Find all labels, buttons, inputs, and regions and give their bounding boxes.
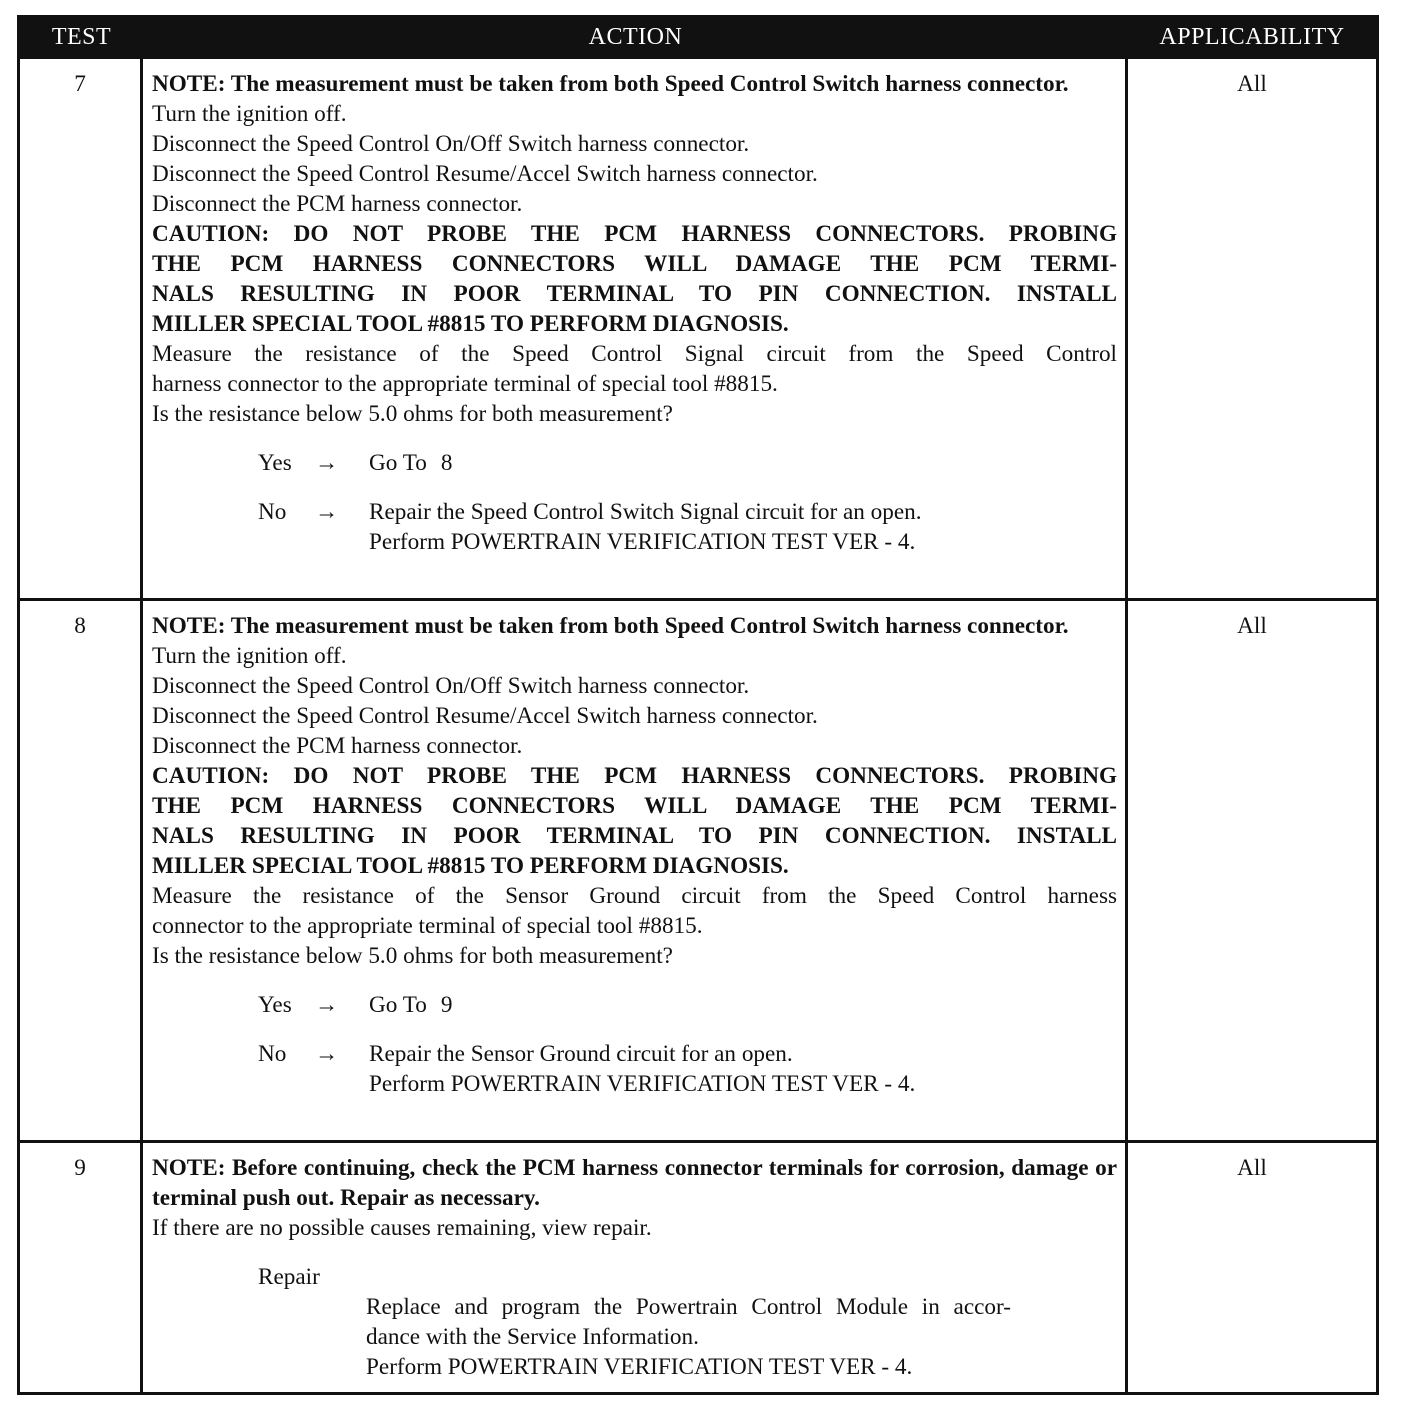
action-cell (143, 1143, 1128, 1392)
arrow-right-icon: → (315, 499, 339, 525)
repair-line: dance with the Service Information. (366, 1324, 699, 1350)
outcome-no (258, 497, 1117, 557)
repair-label: Repair (258, 1264, 320, 1290)
outcomes (152, 990, 1117, 1099)
outcome-text: Repair the Sensor Ground circuit for an open. (369, 1041, 793, 1067)
table-header (20, 18, 1376, 56)
test-number: 8 (20, 601, 143, 1140)
step-text: Disconnect the Speed Control On/Off Switch harness connector. (152, 673, 750, 699)
outcomes (152, 448, 1117, 557)
diagnostic-test-table (17, 15, 1379, 1395)
test-number: 9 (20, 1143, 143, 1392)
arrow-right-icon: → (315, 1041, 339, 1067)
outcome-label: Yes (258, 450, 292, 476)
table-row (20, 598, 1376, 1140)
header-applicability: APPLICABILITY (1159, 23, 1345, 50)
intro-text: If there are no possible causes remaining, view repair. (152, 1215, 652, 1241)
applicability-value: All (1237, 1155, 1267, 1181)
outcome-text: Repair the Speed Control Switch Signal circuit for an open. (369, 499, 922, 525)
goto-text: Go To (369, 450, 427, 476)
question-text: Is the resistance below 5.0 ohms for both measurement? (152, 401, 673, 427)
step-text: Disconnect the Speed Control Resume/Accel Switch harness connector. (152, 703, 818, 729)
outcome-label: Yes (258, 992, 292, 1018)
step-text: Disconnect the Speed Control Resume/Accel Switch harness connector. (152, 161, 818, 187)
caution-line: THE PCM HARNESS CONNECTORS WILL DAMAGE THE PCM TERMI- (152, 251, 1117, 277)
applicability-value: All (1237, 613, 1267, 639)
goto-link[interactable]: 8 (440, 450, 453, 476)
caution-line: THE PCM HARNESS CONNECTORS WILL DAMAGE THE PCM TERMI- (152, 793, 1117, 819)
note-text: NOTE: Before continuing, check the PCM harness connector terminals for corrosion, damage or terminal push out. Repair as necessary. (152, 1155, 1117, 1211)
caution-line: CAUTION: DO NOT PROBE THE PCM HARNESS CONNECTORS. PROBING (152, 763, 1117, 789)
outcome-yes (258, 990, 1117, 1020)
test-number: 7 (20, 59, 143, 598)
caution-line: MILLER SPECIAL TOOL #8815 TO PERFORM DIAGNOSIS. (152, 853, 789, 879)
caution-line: MILLER SPECIAL TOOL #8815 TO PERFORM DIAGNOSIS. (152, 311, 789, 337)
step-text: Disconnect the PCM harness connector. (152, 191, 523, 217)
measure-line: harness connector to the appropriate terminal of special tool #8815. (152, 371, 778, 397)
note-text: NOTE: The measurement must be taken from both Speed Control Switch harness connector. (152, 613, 1069, 639)
caution-line: CAUTION: DO NOT PROBE THE PCM HARNESS CONNECTORS. PROBING (152, 221, 1117, 247)
repair-line: Replace and program the Powertrain Control Module in accor- (366, 1294, 1011, 1320)
table-row (20, 56, 1376, 598)
measure-line: Measure the resistance of the Sensor Ground circuit from the Speed Control harness (152, 883, 1117, 909)
outcome-yes (258, 448, 1117, 478)
arrow-right-icon: → (315, 992, 339, 1018)
step-text: Turn the ignition off. (152, 643, 347, 669)
outcome-label: No (258, 1041, 287, 1067)
step-text: Disconnect the PCM harness connector. (152, 733, 523, 759)
measure-line: connector to the appropriate terminal of special tool #8815. (152, 913, 703, 939)
caution-line: NALS RESULTING IN POOR TERMINAL TO PIN CONNECTION. INSTALL (152, 823, 1117, 849)
goto-text: Go To (369, 992, 427, 1018)
goto-link[interactable]: 9 (440, 992, 453, 1018)
measure-line: Measure the resistance of the Speed Control Signal circuit from the Speed Control (152, 341, 1117, 367)
applicability-value: All (1237, 71, 1267, 97)
outcome-no (258, 1039, 1117, 1099)
table-row (20, 1140, 1376, 1392)
outcome-text: Perform POWERTRAIN VERIFICATION TEST VER - 4. (369, 529, 916, 555)
repair-block (152, 1262, 1117, 1382)
repair-line: Perform POWERTRAIN VERIFICATION TEST VER - 4. (366, 1354, 913, 1380)
outcome-label: No (258, 499, 287, 525)
arrow-right-icon: → (315, 450, 339, 476)
header-test: TEST (51, 23, 112, 50)
repair-body (258, 1292, 1011, 1382)
step-text: Disconnect the Speed Control On/Off Switch harness connector. (152, 131, 750, 157)
question-text: Is the resistance below 5.0 ohms for both measurement? (152, 943, 673, 969)
caution-line: NALS RESULTING IN POOR TERMINAL TO PIN CONNECTION. INSTALL (152, 281, 1117, 307)
step-text: Turn the ignition off. (152, 101, 347, 127)
action-cell (143, 601, 1128, 1140)
header-action: ACTION (588, 23, 683, 50)
note-text: NOTE: The measurement must be taken from both Speed Control Switch harness connector. (152, 71, 1069, 97)
action-cell (143, 59, 1128, 598)
outcome-text: Perform POWERTRAIN VERIFICATION TEST VER - 4. (369, 1071, 916, 1097)
